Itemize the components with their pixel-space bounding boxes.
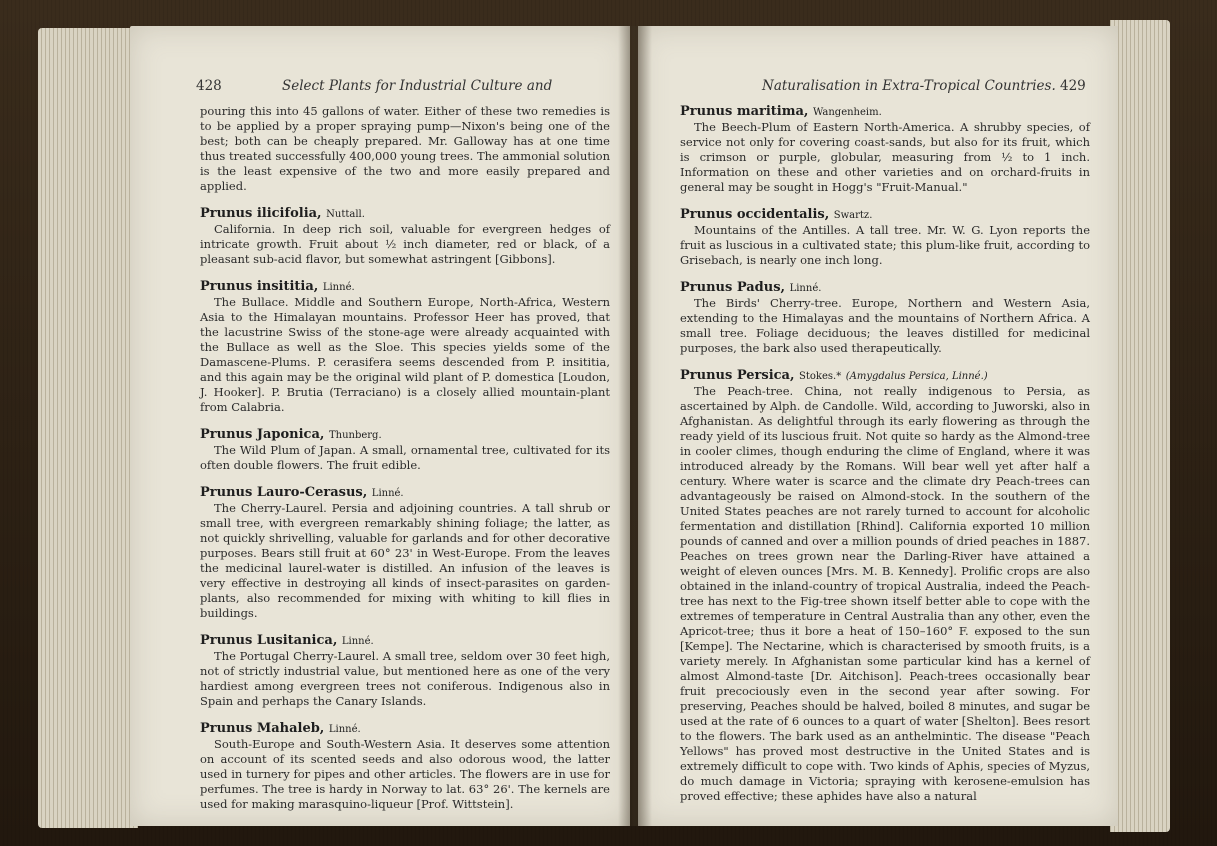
book-gutter	[618, 26, 652, 826]
species-heading	[680, 280, 1090, 296]
species-name: Prunus Mahaleb,	[200, 721, 325, 736]
species-synonym: (Amygdalus Persica, Linné.)	[845, 371, 988, 382]
species-entry	[680, 368, 1090, 804]
species-description: Mountains of the Antilles. A tall tree. Mr. W. G. Lyon reports the fruit as luscious in a cultivated state; this plum-like fruit, according to Grisebach, is nearly one inch long.	[680, 223, 1090, 267]
species-heading	[200, 633, 610, 649]
page-edges-left	[38, 28, 138, 828]
species-description: The Beech-Plum of Eastern North-America. A shrubby species, of service not only for covering coast-sands, but also for its fruit, which is crimson or purple, globular, measuring from ½ to 1 inch. Information on these and other varieties and on orchard-fruits in general may be sought in Hogg's "Fruit-Manual."	[680, 120, 1090, 194]
species-heading	[680, 104, 1090, 120]
species-name: Prunus occidentalis,	[680, 207, 830, 222]
right-page-text	[680, 104, 1090, 816]
species-entry	[200, 633, 610, 709]
species-heading	[680, 368, 1090, 384]
species-author: Swartz.	[833, 210, 873, 221]
left-running-title: Select Plants for Industrial Culture and	[282, 78, 553, 94]
left-entries	[200, 206, 610, 812]
species-name: Prunus Lusitanica,	[200, 633, 338, 648]
species-description: The Bullace. Middle and Southern Europe, North-Africa, Western Asia to the Himalayan mountains. Professor Heer has proved, that the lacustrine Swiss of the stone-age were already acquainted with the Bullace as well as the Sloe. This species yields some of the Damascene-Plums. P. cerasifera seems descended from P. insititia, and this again may be the original wild plant of P. domestica [Loudon, J. Hooker]. P. Brutia (Terraciano) is a closely allied mountain-plant from Calabria.	[200, 295, 610, 414]
species-entry	[680, 280, 1090, 356]
species-entry	[200, 485, 610, 621]
species-name: Prunus Padus,	[680, 280, 786, 295]
species-author: Thunberg.	[328, 430, 382, 441]
species-entry	[200, 206, 610, 267]
species-heading	[200, 485, 610, 501]
species-entry	[200, 721, 610, 812]
species-heading	[200, 427, 610, 443]
right-running-title: Naturalisation in Extra-Tropical Countries.	[762, 78, 1056, 94]
species-entry	[680, 207, 1090, 268]
species-name: Prunus ilicifolia,	[200, 206, 322, 221]
left-page-text	[200, 104, 610, 824]
species-description: The Cherry-Laurel. Persia and adjoining countries. A tall shrub or small tree, with evergreen remarkably shining foliage; the latter, as not quickly shrivelling, valuable for garlands and for other decorative purposes. Bears still fruit at 60° 23' in West-Europe. From the leaves the medicinal laurel-water is distilled. An infusion of the leaves is very effective in destroying all kinds of insect-parasites on garden-plants, also recommended for mixing with whiting to kill flies in buildings.	[200, 501, 610, 620]
species-name: Prunus maritima,	[680, 104, 809, 119]
species-author: Linné.	[328, 724, 361, 735]
species-author: Nuttall.	[326, 209, 365, 220]
species-description: The Peach-tree. China, not really indigenous to Persia, as ascertained by Alph. de Candolle. Wild, according to Juworski, also in Afghanistan. As delightful through its early flowering as through the ready yield of its luscious fruit. Not quite so hardy as the Almond-tree in cooler climes, though enduring the clime of England, where it was introduced already by the Romans. Will bear well yet after half a century. Where water is scarce and the climate dry Peach-trees can advantageously be raised on Almond-stock. In the southern of the United States peaches are not rarely turned to account for alcoholic fermentation and distillation [Rhind]. California exported 10 million pounds of canned and over a million pounds of dried peaches in 1887. Peaches on trees grown near the Darling-River have attained a weight of eleven ounces [Mrs. M. B. Kennedy]. Prolific crops are also obtained in the inland-country of tropical Australia, indeed the Peach-tree has next to the Fig-tree shown itself better able to cope with the extremes of temperature in Central Australia than any other, even the Apricot-tree; thus it bore a heat of 150–160° F. exposed to the sun [Kempe]. The Nectarine, which is characterised by smooth fruits, is a variety merely. In Afghanistan some particular kind has a kernel of almost Almond-taste [Dr. Aitchison]. Peach-trees occasionally bear fruit precociously even in the second year after sowing. For preserving, Peaches should be halved, boiled 8 minutes, and sugar be used at the rate of 6 ounces to a quart of water [Shelton]. Bees resort to the flowers. The bark used as an anthelmintic. The disease "Peach Yellows" has proved most destructive in the United States and is extremely difficult to cope with. Two kinds of Aphis, species of Myzus, do much damage in Victoria; spraying with kerosene-emulsion has proved effective; these aphides have also a natural	[680, 384, 1090, 803]
species-entry	[680, 104, 1090, 195]
species-description: The Wild Plum of Japan. A small, ornamental tree, cultivated for its often double flowers. The fruit edible.	[200, 443, 610, 472]
left-page-number: 428	[196, 78, 222, 94]
species-author: Stokes.*	[799, 371, 842, 382]
species-name: Prunus insititia,	[200, 279, 319, 294]
species-author: Linné.	[371, 488, 404, 499]
species-description: The Portugal Cherry-Laurel. A small tree, seldom over 30 feet high, not of strictly industrial value, but mentioned here as one of the very hardiest among evergreen trees not coniferous. Indigenous also in Spain and perhaps the Canary Islands.	[200, 649, 610, 708]
species-description: South-Europe and South-Western Asia. It deserves some attention on account of its scented seeds and also odorous wood, the latter used in turnery for pipes and other articles. The flowers are in use for perfumes. The tree is hardy in Norway to lat. 63° 26'. The kernels are used for making marasquino-liqueur [Prof. Wittstein].	[200, 737, 610, 811]
species-description: The Birds' Cherry-tree. Europe, Northern and Western Asia, extending to the Himalayas and the mountains of Northern Africa. A small tree. Foliage deciduous; the leaves distilled for medicinal purposes, the bark also used therapeutically.	[680, 296, 1090, 355]
species-heading	[200, 721, 610, 737]
page-edges-right	[1110, 20, 1170, 832]
continuation-paragraph: pouring this into 45 gallons of water. Either of these two remedies is to be applied by a proper spraying pump—Nixon's being one of the best; both can be cheaply prepared. Mr. Galloway has at one time thus treated successfully 400,000 young trees. The ammonial solution is the least expensive of the two and more easily prepared and applied.	[200, 104, 610, 193]
species-heading	[200, 206, 610, 222]
species-name: Prunus Persica,	[680, 368, 795, 383]
species-name: Prunus Lauro-Cerasus,	[200, 485, 368, 500]
species-author: Wangenheim.	[812, 107, 882, 118]
right-entries	[680, 104, 1090, 804]
species-name: Prunus Japonica,	[200, 427, 325, 442]
species-heading	[200, 279, 610, 295]
species-entry	[200, 279, 610, 415]
species-description: California. In deep rich soil, valuable for evergreen hedges of intricate growth. Fruit about ½ inch diameter, red or black, of a pleasant sub-acid flavor, but somewhat astringent [Gibbons].	[200, 222, 610, 266]
species-heading	[680, 207, 1090, 223]
species-author: Linné.	[322, 282, 355, 293]
right-page-number: 429	[1060, 78, 1086, 94]
species-entry	[200, 427, 610, 473]
species-author: Linné.	[789, 283, 822, 294]
species-author: Linné.	[341, 636, 374, 647]
